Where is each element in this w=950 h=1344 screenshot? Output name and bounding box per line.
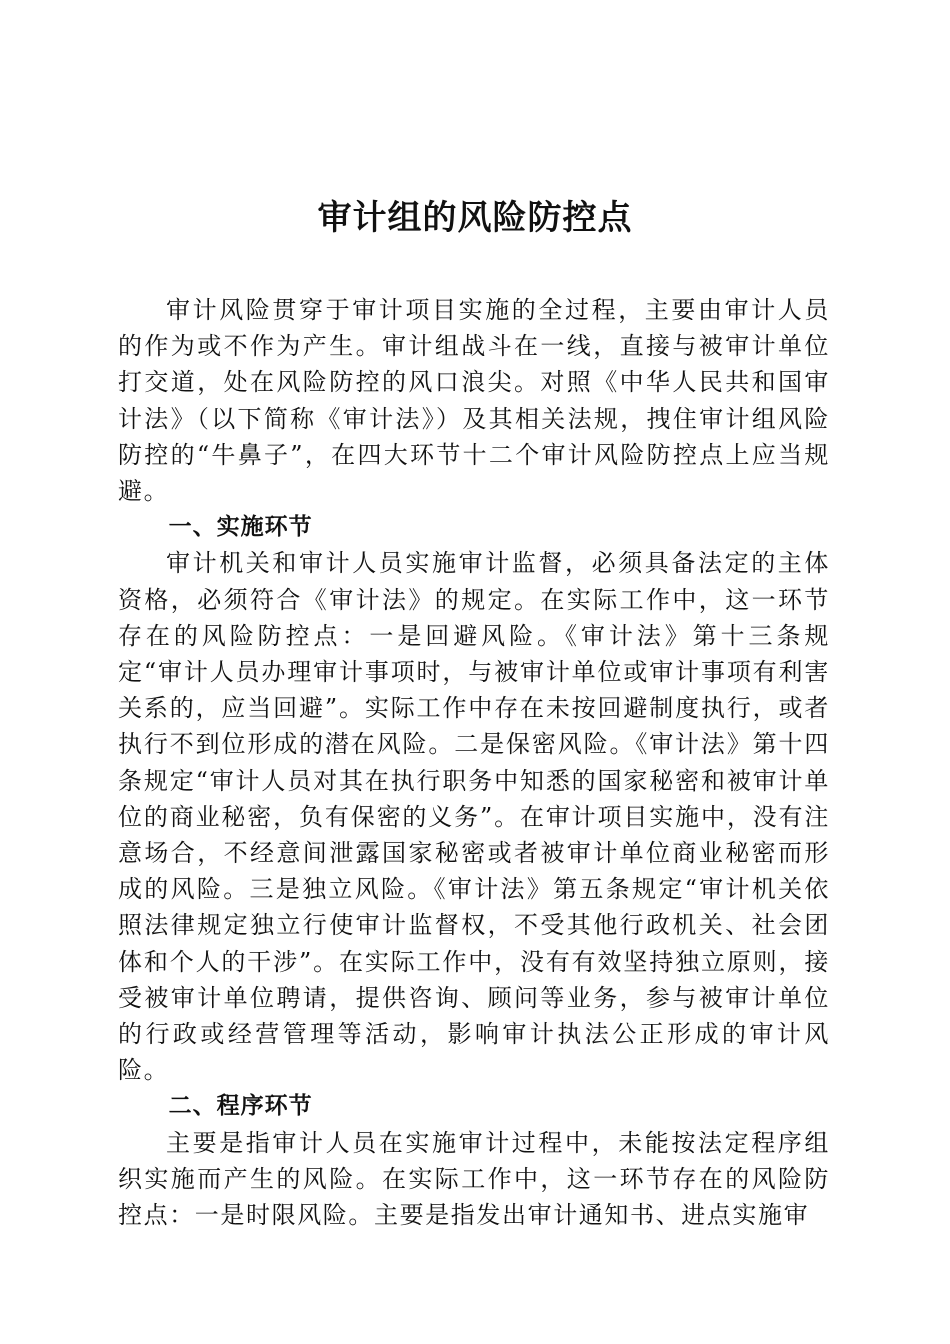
section-implementation xyxy=(118,509,830,1088)
document-title: 审计组的风险防控点 xyxy=(317,198,633,238)
intro-paragraph: 审计风险贯穿于审计项目实施的全过程，主要由审计人员的作为或不作为产生。审计组战斗在一线，直接与被审计单位打交道，处在风险防控的风口浪尖。对照《中华人民共和国审计法》（以下简称《审计法》）及其相关法规，拽住审计组风险防控的“牛鼻子”，在四大环节十二个审计风险防控点上应当规避。 xyxy=(118,296,830,506)
section-heading: 二、程序环节 xyxy=(168,1093,313,1120)
document-body xyxy=(118,292,830,1233)
section-procedure xyxy=(118,1088,830,1233)
section-paragraph: 主要是指审计人员在实施审计过程中，未能按法定程序组织实施而产生的风险。在实际工作中，这一环节存在的风险防控点：一是时限风险。主要是指发出审计通知书、进点实施审 xyxy=(118,1128,830,1230)
section-heading: 一、实施环节 xyxy=(168,514,313,541)
section-paragraph: 审计机关和审计人员实施审计监督，必须具备法定的主体资格，必须符合《审计法》的规定。在实际工作中，这一环节存在的风险防控点：一是回避风险。《审计法》第十三条规定“审计人员办理审计事项时，与被审计单位或审计事项有利害关系的，应当回避”。实际工作中存在未按回避制度执行，或者执行不到位形成的潜在风险。二是保密风险。《审计法》第十四条规定“审计人员对其在执行职务中知悉的国家秘密和被审计单位的商业秘密，负有保密的义务”。在审计项目实施中，没有注意场合，不经意间泄露国家秘密或者被审计单位商业秘密而形成的风险。三是独立风险。《审计法》第五条规定“审计机关依照法律规定独立行使审计监督权，不受其他行政机关、社会团体和个人的干涉”。在实际工作中，没有有效坚持独立原则，接受被审计单位聘请，提供咨询、顾问等业务，参与被审计单位的行政或经营管理等活动，影响审计执法公正形成的审计风险。 xyxy=(118,549,830,1085)
